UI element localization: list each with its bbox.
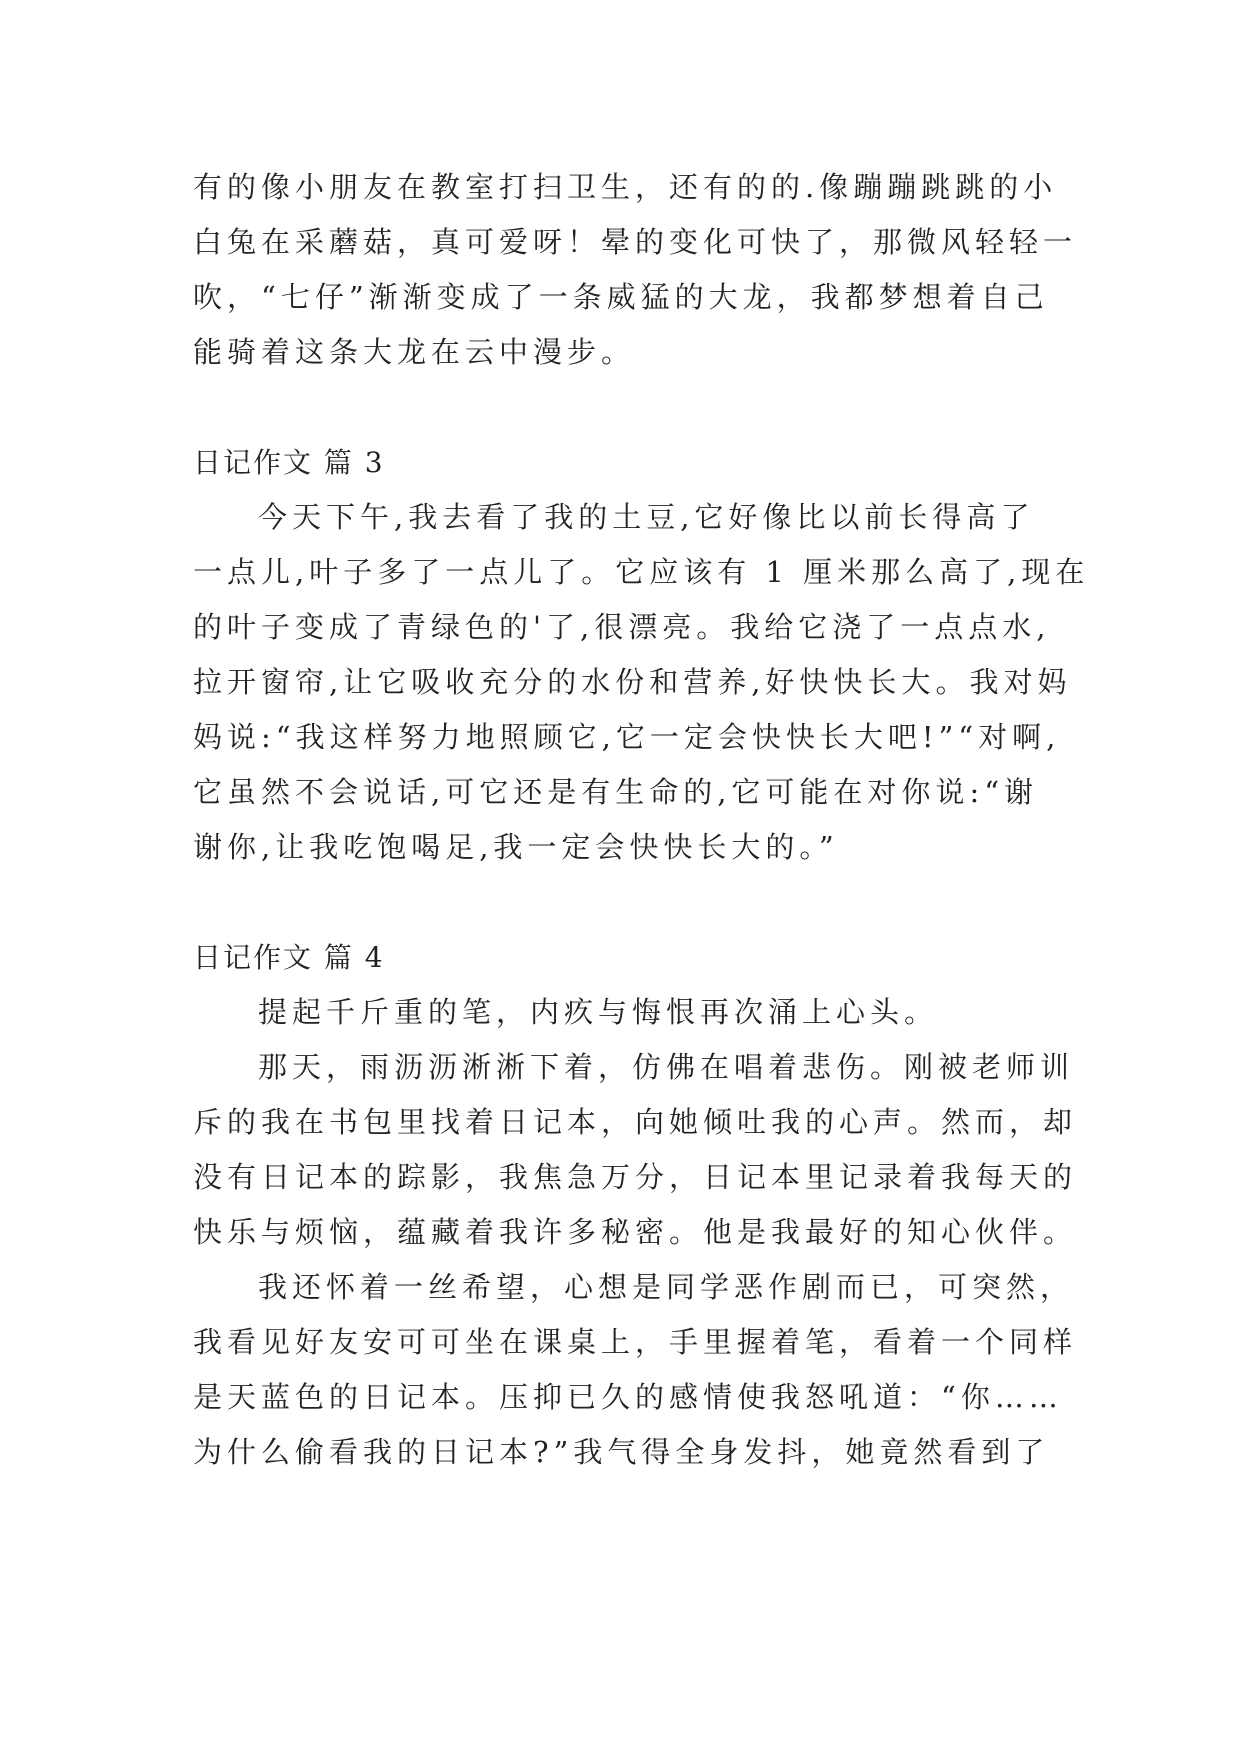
body-line: 是天蓝色的日记本。压抑已久的感情使我怒吼道：“你…… (193, 1380, 1063, 1414)
body-line: 妈说:“我这样努力地照顾它,它一定会快快长大吧!”“对啊, (193, 720, 1061, 754)
body-line: 它虽然不会说话,可它还是有生命的,它可能在对你说:“谢 (193, 775, 1039, 809)
document-page (193, 160, 1090, 1480)
body-line: 拉开窗帘,让它吸收充分的水份和营养,好快快长大。我对妈 (193, 665, 1072, 699)
section-heading: 日记作文 篇 4 (193, 941, 385, 974)
body-line: 的叶子变成了青绿色的'了,很漂亮。我给它浇了一点点水, (193, 610, 1051, 644)
body-line: 吹，“七仔”渐渐变成了一条威猛的大龙，我都梦想着自己 (193, 280, 1049, 314)
paragraph-gap (193, 380, 1053, 435)
body-line: 有的像小朋友在教室打扫卫生，还有的的.像蹦蹦跳跳的小 (193, 170, 1058, 204)
body-line: 斥的我在书包里找着日记本，向她倾吐我的心声。然而，却 (193, 1105, 1078, 1139)
paragraph-gap (193, 875, 1053, 930)
body-line: 我还怀着一丝希望，心想是同学恶作剧而已，可突然， (258, 1270, 1075, 1304)
body-line: 没有日记本的踪影，我焦急万分，日记本里记录着我每天的 (193, 1160, 1078, 1194)
body-line: 那天，雨沥沥淅淅下着，仿佛在唱着悲伤。刚被老师训 (258, 1050, 1075, 1084)
body-line: 我看见好友安可可坐在课桌上，手里握着笔，看着一个同样 (193, 1325, 1078, 1359)
body-line: 为什么偷看我的日记本?”我气得全身发抖，她竟然看到了 (193, 1435, 1050, 1469)
section-heading: 日记作文 篇 3 (193, 446, 385, 479)
body-line: 快乐与烦恼，蕴藏着我许多秘密。他是我最好的知心伙伴。 (193, 1215, 1078, 1249)
body-line: 今天下午,我去看了我的土豆,它好像比以前长得高了 (258, 500, 1035, 534)
body-line: 白兔在采蘑菇，真可爱呀！晕的变化可快了，那微风轻轻一 (193, 225, 1078, 259)
body-line: 一点儿,叶子多了一点儿了。它应该有 1 厘米那么高了,现在 (193, 555, 1090, 589)
body-line: 提起千斤重的笔，内疚与悔恨再次涌上心头。 (258, 995, 939, 1029)
body-line: 能骑着这条大龙在云中漫步。 (193, 335, 636, 369)
body-line: 谢你,让我吃饱喝足,我一定会快快长大的。” (193, 830, 839, 864)
